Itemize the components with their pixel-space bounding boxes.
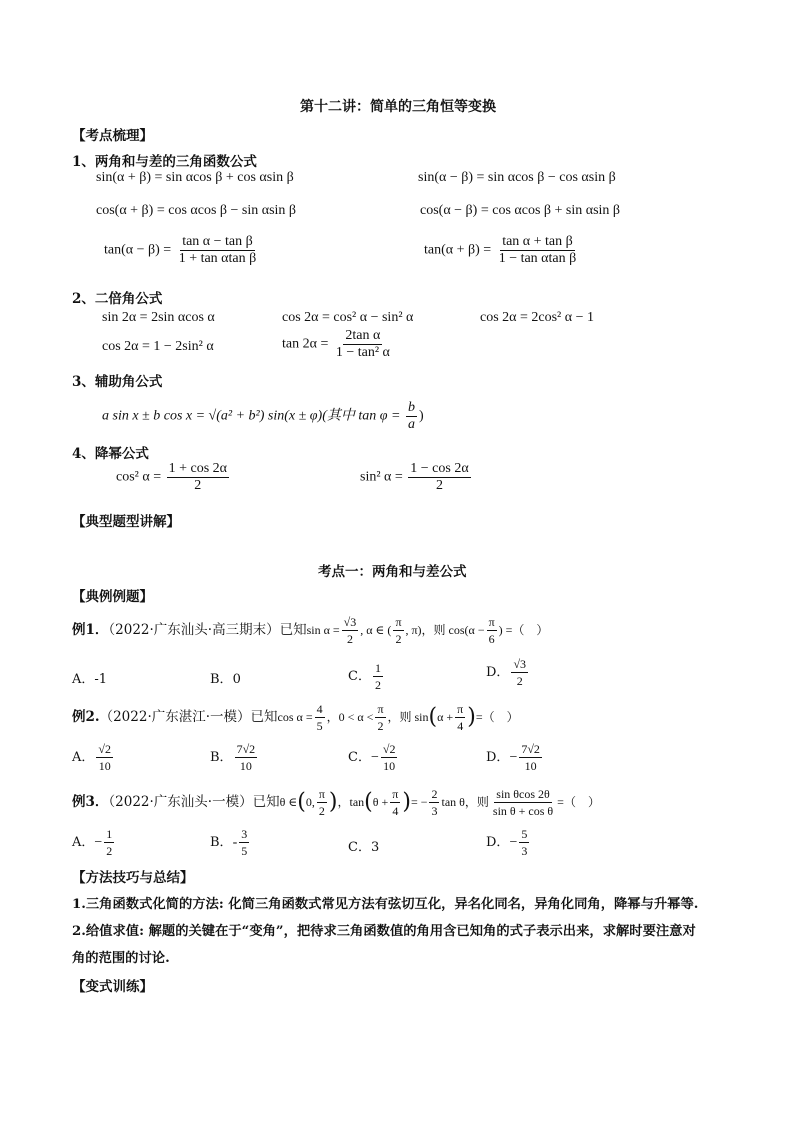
option-letter: A． <box>72 750 95 765</box>
formula-tan-sum <box>424 234 580 267</box>
formula-tan-2a <box>282 328 394 361</box>
formula-cos-sum: cos(α + β) = cos αcos β − sin αsin β <box>96 203 297 218</box>
option-letter: D． <box>486 835 510 850</box>
ex3-frac2-den: 4 <box>392 804 399 818</box>
ex3-frac4-num: sin θcos 2θ <box>496 787 550 801</box>
bianshi-heading: 【变式训练】 <box>72 979 153 995</box>
ex2-option-a[interactable] <box>72 741 115 774</box>
formula-cos-2a-1: cos 2α = cos² α − sin² α <box>282 310 414 325</box>
ex3-option-c[interactable] <box>348 836 379 855</box>
ex2-stem-d: ，0 < α < <box>326 710 374 724</box>
tan-diff-den: 1 + tan αtan β <box>178 251 257 266</box>
ex3-frac3-den: 3 <box>431 804 438 818</box>
ex1-stem-g: , π)，则 cos(α − <box>405 623 485 637</box>
option-sign: − <box>509 750 518 765</box>
option-letter: B． <box>210 672 233 687</box>
formula-cos-diff: cos(α − β) = cos αcos β + sin αsin β <box>420 203 621 218</box>
ex3-stem-o: =（ ） <box>557 795 600 809</box>
heading-power-reduction: 4、降幂公式 <box>72 446 149 462</box>
option-num: √2 <box>98 742 111 756</box>
option-den: 10 <box>98 759 111 773</box>
ex2-frac3-num: π <box>457 702 464 716</box>
ex2-option-c[interactable] <box>348 741 399 774</box>
ex3-stem-b: 0, <box>305 795 315 809</box>
option-letter: A． <box>72 835 95 850</box>
fangfa-point-1: 1.三角函数式化简的方法: 化简三角函数式常见方法有弦切互化，异名化同名，异角化同角，降幂与升幂等. <box>72 897 699 912</box>
heading-sum-diff: 1、两角和与差的三角函数公式 <box>72 154 257 170</box>
example-3-stem: 例3．（2022·广东汕头·一模）已知θ ∈(0, $\frac{\pi}{2}$ )，tan(θ + $\frac{\pi}{4}$ )= − $\frac{2}{3}$ tan θ，则 $\frac{\text{sin θcos 2θ}}{\text{sin θ + cos θ}}$ =（ ） <box>72 787 600 818</box>
option-num: 7√2 <box>521 742 540 756</box>
example-3-source: （2022·广东汕头·一模）已知 <box>108 794 280 810</box>
option-den: 2 <box>374 678 381 692</box>
aux-den: a <box>407 417 415 432</box>
option-sign: − <box>370 750 379 765</box>
ex1-frac3-den: 6 <box>488 632 495 646</box>
ex3-stem-a: θ ∈ <box>279 795 298 809</box>
ex1-frac2-den: 2 <box>395 632 402 646</box>
page-title: 第十二讲：简单的三角恒等变换 <box>300 99 496 115</box>
example-2-source: （2022·广东湛江·一模）已知 <box>99 709 278 725</box>
option-den: 3 <box>521 844 528 858</box>
fangfa-point-2a: 2.给值求值: 解题的关键在于“变角”，把待求三角函数值的角用含已知角的式子表示出来，求解时要注意对 <box>72 924 696 939</box>
ex1-stem-a: sin α = <box>306 623 340 637</box>
ex2-stem-k: =（ ） <box>475 710 519 724</box>
formula-tan-diff <box>104 234 260 267</box>
ex2-stem-a: cos α = <box>277 710 313 724</box>
option-den: 2 <box>106 844 113 858</box>
formula-sin-sum: sin(α + β) = sin αcos β + cos αsin β <box>96 170 294 185</box>
formula-cos-2a-3: cos 2α = 1 − 2sin² α <box>102 339 214 354</box>
option-den: 10 <box>383 759 396 773</box>
option-letter: D． <box>486 665 510 680</box>
option-letter: B． <box>210 835 233 850</box>
ex1-option-b[interactable] <box>210 668 241 687</box>
ex1-option-c[interactable] <box>348 660 385 693</box>
ex3-frac1-num: π <box>318 787 325 801</box>
ex3-option-a[interactable] <box>72 826 116 859</box>
formula-sin-sq <box>360 461 473 494</box>
ex1-stem-j: ) =（ ） <box>498 623 549 637</box>
tan-sum-num: tan α + tan β <box>502 234 573 249</box>
ex2-option-b[interactable] <box>210 741 259 774</box>
ex1-frac1-num: √3 <box>343 615 357 629</box>
ex3-frac4-den: sin θ + cos θ <box>492 804 554 818</box>
example-1-label: 例1． <box>72 622 109 638</box>
ex1-option-d[interactable] <box>486 656 530 689</box>
ex3-frac3-num: 2 <box>431 787 438 801</box>
example-1-source: （2022·广东汕头·高三期末）已知 <box>108 622 307 638</box>
option-letter: B． <box>210 750 233 765</box>
ex2-frac2-den: 2 <box>377 719 384 733</box>
tan-sum-lhs: tan(α + β) = <box>424 242 492 258</box>
option-den: 10 <box>524 759 537 773</box>
sin-sq-lhs: sin² α = <box>360 469 403 485</box>
option-num: √3 <box>513 657 527 671</box>
cos-sq-den: 2 <box>194 478 202 493</box>
formula-cos-2a-2: cos 2α = 2cos² α − 1 <box>480 310 594 325</box>
tan-2a-den: 1 − tan² α <box>335 345 390 360</box>
example-3-label: 例3． <box>72 794 109 810</box>
ex3-stem-l: tan θ，则 <box>441 795 489 809</box>
option-letter: C． <box>348 669 371 684</box>
option-letter: C． <box>348 750 371 765</box>
tan-diff-lhs: tan(α − β) = <box>104 242 172 258</box>
ex1-frac3-num: π <box>488 615 495 629</box>
option-num: 5 <box>521 827 528 841</box>
heading-aux-angle: 3、辅助角公式 <box>72 374 163 390</box>
cos-sq-num: 1 + cos 2α <box>168 461 227 476</box>
fangfa-heading: 【方法技巧与总结】 <box>72 870 194 886</box>
option-den: 5 <box>241 844 248 858</box>
ex3-stem-f: θ + <box>372 795 389 809</box>
tan-2a-lhs: tan 2α = <box>282 336 329 352</box>
tan-sum-den: 1 − tan αtan β <box>498 251 577 266</box>
section-kaodian-heading: 【考点梳理】 <box>72 128 153 144</box>
option-num: √2 <box>382 742 396 756</box>
ex3-frac1-den: 2 <box>318 804 325 818</box>
cos-sq-lhs: cos² α = <box>116 469 162 485</box>
heading-double-angle: 2、二倍角公式 <box>72 291 163 307</box>
ex3-option-d[interactable] <box>486 826 531 859</box>
ex1-frac1-den: 2 <box>346 632 353 646</box>
example-1-stem <box>72 614 548 647</box>
option-text: -1 <box>94 672 108 687</box>
option-letter: C． <box>348 840 371 855</box>
example-2-label: 例2. <box>72 709 100 725</box>
ex2-frac1-num: 4 <box>316 702 323 716</box>
option-den: 10 <box>239 759 252 773</box>
formula-aux-angle <box>102 400 424 433</box>
dianli-heading: 【典例例题】 <box>72 589 153 605</box>
option-text: 0 <box>232 672 241 687</box>
ex3-stem-i: = − <box>410 795 428 809</box>
ex3-stem-e: ，tan <box>337 795 365 809</box>
option-num: 1 <box>106 827 113 841</box>
formula-cos-sq <box>116 461 231 494</box>
option-num: 3 <box>241 827 248 841</box>
section-dianxing-heading: 【典型题型讲解】 <box>72 514 180 530</box>
ex2-frac3-den: 4 <box>457 719 464 733</box>
aux-lhs: a sin x ± b cos x = √(a² + b²) sin(x ± φ)(其中 tan φ = <box>102 408 401 424</box>
example-2-stem: 例2.（2022·广东湛江·一模）已知cos α = $\frac{4}{5}$ ，0 < α < $\frac{\pi}{2}$ ，则 sin(α + $\frac{\pi}{4}$ )=（ ） <box>72 702 519 733</box>
formula-sin-diff: sin(α − β) = sin αcos β − cos αsin β <box>418 170 616 185</box>
option-sign: − <box>94 835 103 850</box>
kaodian1-heading: 考点一：两角和与差公式 <box>318 564 467 580</box>
ex2-frac1-den: 5 <box>316 719 323 733</box>
ex2-stem-g: ，则 sin <box>387 710 429 724</box>
option-sign: − <box>509 835 518 850</box>
aux-end: ) <box>418 408 424 424</box>
ex2-stem-h: α + <box>437 710 454 724</box>
formula-sin-2a: sin 2α = 2sin αcos α <box>102 310 215 325</box>
tan-2a-num: 2tan α <box>345 328 381 343</box>
ex1-frac2-num: π <box>395 615 402 629</box>
option-text: 3 <box>370 840 380 855</box>
ex3-frac2-num: π <box>392 787 399 801</box>
ex2-option-d[interactable] <box>486 741 544 774</box>
option-letter: A． <box>72 672 95 687</box>
ex1-option-a[interactable] <box>72 668 107 687</box>
option-letter: D． <box>486 750 510 765</box>
tan-diff-num: tan α − tan β <box>182 234 253 249</box>
ex3-option-b[interactable] <box>210 826 251 859</box>
option-num: 7√2 <box>236 742 256 756</box>
option-sign: - <box>232 835 238 850</box>
aux-num: b <box>407 400 415 415</box>
fangfa-point-2b: 角的范围的讨论. <box>72 951 170 966</box>
sin-sq-num: 1 − cos 2α <box>410 461 469 476</box>
option-den: 2 <box>516 674 523 688</box>
sin-sq-den: 2 <box>435 478 443 493</box>
ex1-stem-d: , α ∈ ( <box>360 623 392 637</box>
option-num: 1 <box>374 661 381 675</box>
ex2-frac2-num: π <box>377 702 384 716</box>
